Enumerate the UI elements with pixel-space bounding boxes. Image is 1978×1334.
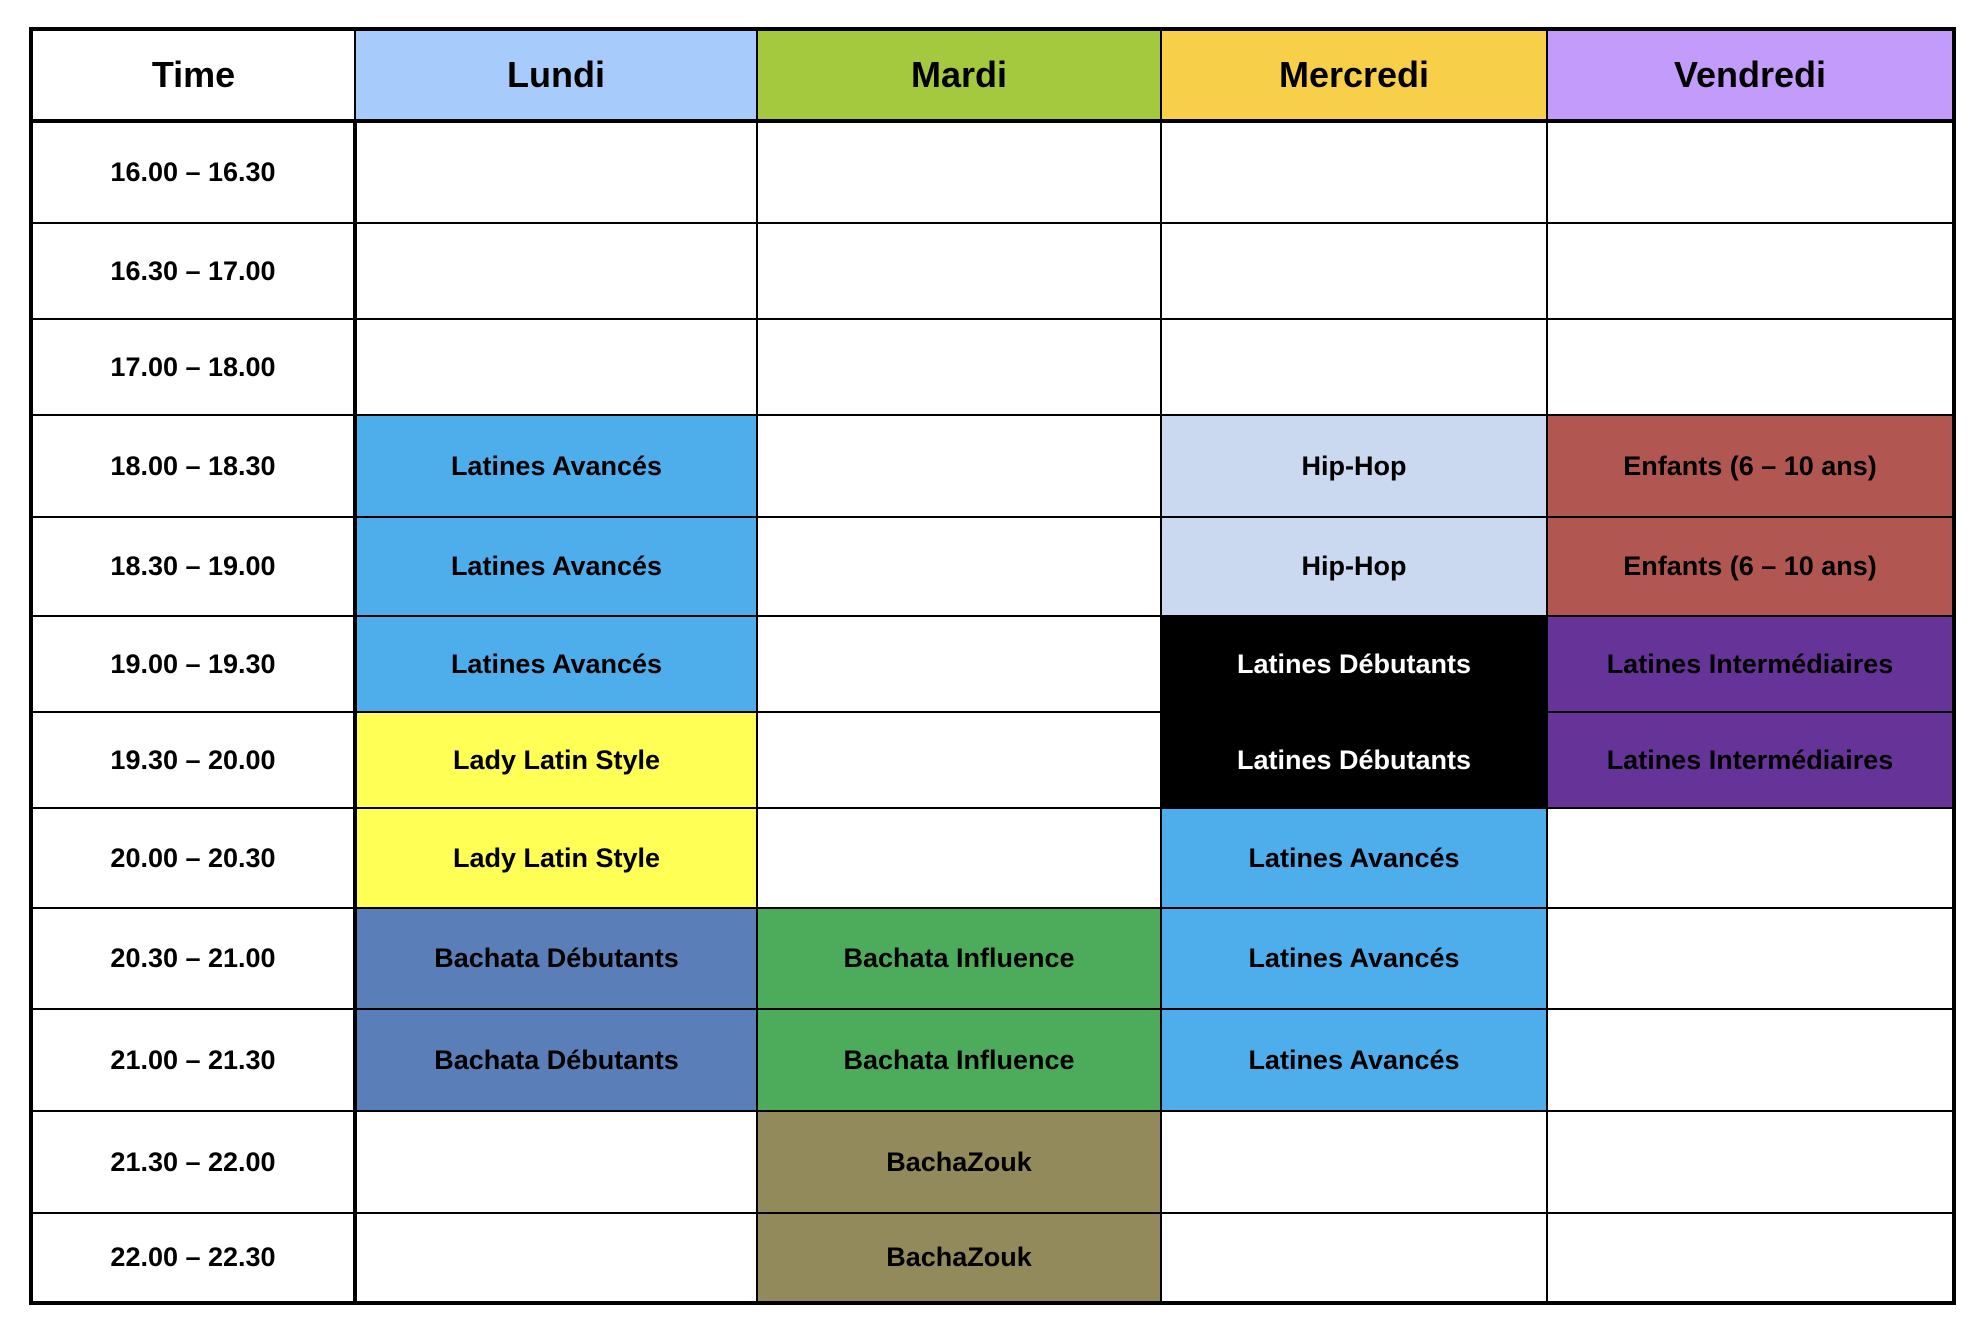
schedule-row: [31, 1009, 1954, 1111]
schedule-row: [31, 415, 1954, 517]
time-slot: 18.00 – 18.30: [31, 415, 355, 517]
time-slot: 20.00 – 20.30: [31, 808, 355, 908]
class-cell: [1161, 121, 1547, 223]
class-cell: [757, 415, 1161, 517]
class-cell: BachaZouk: [757, 1213, 1161, 1303]
schedule-row: [31, 908, 1954, 1009]
class-cell: Latines Avancés: [355, 616, 757, 712]
time-slot: 21.30 – 22.00: [31, 1111, 355, 1213]
class-cell: Latines Débutants: [1161, 712, 1547, 808]
class-cell: [355, 1213, 757, 1303]
class-cell: Lady Latin Style: [355, 808, 757, 908]
schedule-table: [29, 27, 1956, 1305]
schedule-row: [31, 616, 1954, 712]
class-cell: Latines Avancés: [355, 517, 757, 616]
class-cell: Lady Latin Style: [355, 712, 757, 808]
class-cell: [757, 517, 1161, 616]
schedule-row: [31, 121, 1954, 223]
schedule-row: [31, 223, 1954, 319]
class-cell: [1161, 223, 1547, 319]
schedule-row: [31, 1111, 1954, 1213]
class-cell: [1547, 1111, 1954, 1213]
header-vendredi: Vendredi: [1547, 29, 1954, 121]
class-cell: Bachata Influence: [757, 908, 1161, 1009]
schedule-row: [31, 517, 1954, 616]
class-cell: [1547, 808, 1954, 908]
class-cell: Bachata Influence: [757, 1009, 1161, 1111]
header-mardi: Mardi: [757, 29, 1161, 121]
class-cell: Latines Intermédiaires: [1547, 616, 1954, 712]
class-cell: [1547, 121, 1954, 223]
class-cell: [1547, 908, 1954, 1009]
header-row: [31, 29, 1954, 121]
schedule-row: [31, 319, 1954, 415]
class-cell: [757, 808, 1161, 908]
class-cell: [757, 121, 1161, 223]
time-slot: 21.00 – 21.30: [31, 1009, 355, 1111]
class-cell: [355, 1111, 757, 1213]
class-cell: [757, 319, 1161, 415]
class-cell: [1161, 319, 1547, 415]
class-cell: [757, 712, 1161, 808]
header-mercredi: Mercredi: [1161, 29, 1547, 121]
class-cell: Latines Débutants: [1161, 616, 1547, 712]
header-time: Time: [31, 29, 355, 121]
time-slot: 18.30 – 19.00: [31, 517, 355, 616]
class-cell: [355, 121, 757, 223]
time-slot: 16.00 – 16.30: [31, 121, 355, 223]
class-cell: Latines Avancés: [1161, 908, 1547, 1009]
class-cell: [355, 319, 757, 415]
class-cell: Bachata Débutants: [355, 1009, 757, 1111]
class-cell: [1161, 1213, 1547, 1303]
class-cell: BachaZouk: [757, 1111, 1161, 1213]
class-cell: Bachata Débutants: [355, 908, 757, 1009]
schedule-row: [31, 712, 1954, 808]
class-cell: Hip-Hop: [1161, 517, 1547, 616]
class-cell: [757, 616, 1161, 712]
time-slot: 19.00 – 19.30: [31, 616, 355, 712]
class-cell: Latines Avancés: [355, 415, 757, 517]
class-cell: [1547, 223, 1954, 319]
time-slot: 22.00 – 22.30: [31, 1213, 355, 1303]
header-lundi: Lundi: [355, 29, 757, 121]
class-cell: Enfants (6 – 10 ans): [1547, 415, 1954, 517]
class-cell: Enfants (6 – 10 ans): [1547, 517, 1954, 616]
class-cell: Hip-Hop: [1161, 415, 1547, 517]
class-cell: [1547, 319, 1954, 415]
time-slot: 16.30 – 17.00: [31, 223, 355, 319]
schedule-row: [31, 1213, 1954, 1303]
class-cell: [355, 223, 757, 319]
time-slot: 17.00 – 18.00: [31, 319, 355, 415]
class-cell: Latines Avancés: [1161, 808, 1547, 908]
time-slot: 19.30 – 20.00: [31, 712, 355, 808]
class-cell: Latines Intermédiaires: [1547, 712, 1954, 808]
class-cell: Latines Avancés: [1161, 1009, 1547, 1111]
time-slot: 20.30 – 21.00: [31, 908, 355, 1009]
class-cell: [1547, 1009, 1954, 1111]
class-cell: [1547, 1213, 1954, 1303]
class-cell: [1161, 1111, 1547, 1213]
class-cell: [757, 223, 1161, 319]
schedule-row: [31, 808, 1954, 908]
